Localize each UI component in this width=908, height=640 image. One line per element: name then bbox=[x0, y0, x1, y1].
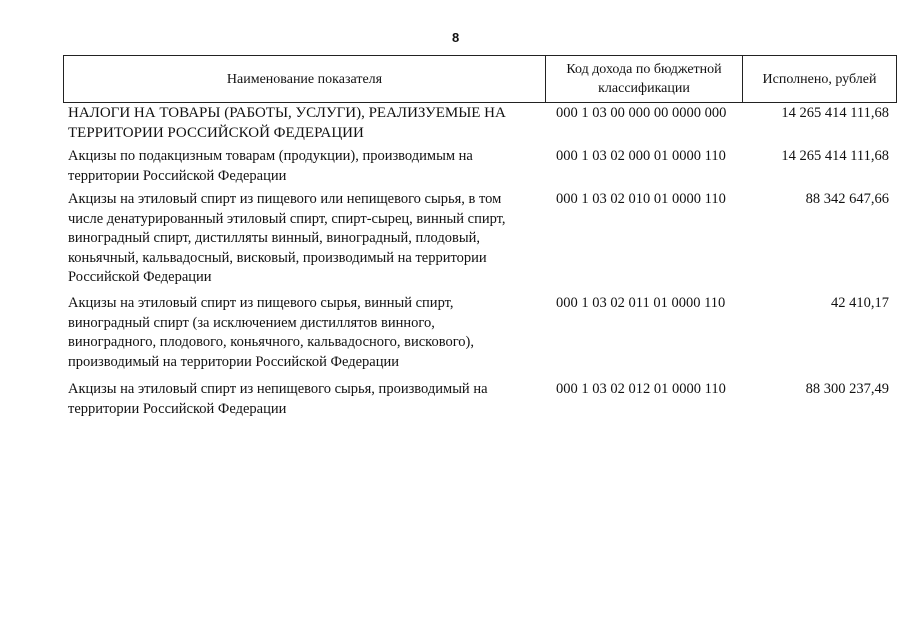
row-code: 000 1 03 02 011 01 0000 110 bbox=[556, 295, 726, 311]
page-number: 8 bbox=[452, 30, 460, 45]
row-code: 000 1 03 00 000 00 0000 000 bbox=[556, 105, 727, 121]
row-name: Акцизы на этиловый спирт из пищевого или непищевого сырья, в том числе денатурированный этиловый спирт, спирт-сырец, винный спирт, виноградный спирт, дистилляты винный, виноградный, плодовый, коньячный, кальвадосный, висковый, производимый на территории Российской Федерации bbox=[68, 191, 506, 285]
row-code: 000 1 03 02 010 01 0000 110 bbox=[556, 191, 726, 207]
row-value: 88 342 647,66 bbox=[805, 191, 889, 207]
row-name: Акцизы на этиловый спирт из пищевого сырья, винный спирт, виноградный спирт (за исключением дистиллятов винного, виноградного, плодового, коньячного, кальвадосного, вискового), производимый на территории Российской Федерации bbox=[68, 295, 474, 370]
row-value: 88 300 237,49 bbox=[805, 381, 889, 397]
row-value: 42 410,17 bbox=[831, 295, 889, 311]
row-name: Акцизы на этиловый спирт из непищевого сырья, производимый на территории Российской Федерации bbox=[68, 381, 488, 417]
row-value: 14 265 414 111,68 bbox=[781, 105, 889, 121]
header-executed: Исполнено, рублей bbox=[762, 71, 877, 87]
table-header bbox=[63, 55, 897, 103]
row-code: 000 1 03 02 000 01 0000 110 bbox=[556, 148, 726, 164]
row-value: 14 265 414 111,68 bbox=[781, 148, 889, 164]
header-budget-code: Код дохода по бюджетной классификации bbox=[546, 56, 743, 102]
row-name: Акцизы по подакцизным товарам (продукции), производимым на территории Российской Федерации bbox=[68, 148, 473, 184]
row-name: НАЛОГИ НА ТОВАРЫ (РАБОТЫ, УСЛУГИ), РЕАЛИЗУЕМЫЕ НА ТЕРРИТОРИИ РОССИЙСКОЙ ФЕДЕРАЦИИ bbox=[68, 105, 506, 141]
row-code: 000 1 03 02 012 01 0000 110 bbox=[556, 381, 726, 397]
header-indicator-name: Наименование показателя bbox=[64, 56, 546, 102]
